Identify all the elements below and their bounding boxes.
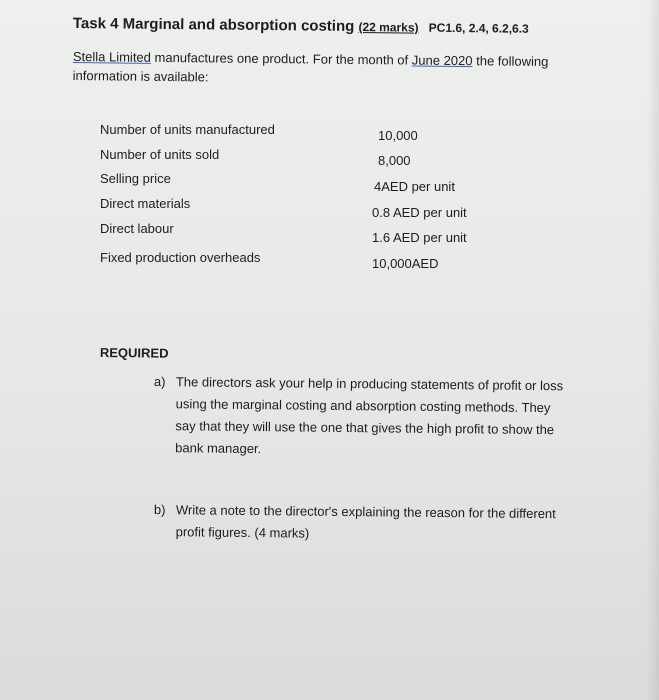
data-value: 4AED per unit: [374, 179, 455, 194]
item-line: say that they will use the one that gives the high profit to show the: [175, 418, 555, 438]
task-title-text: Task 4 Marginal and absorption costing: [72, 15, 355, 35]
task-title: [73, 15, 529, 37]
item-text: [176, 499, 556, 547]
item-line: using the marginal costing and absorption costing methods. They: [175, 396, 551, 416]
item-text: [175, 371, 563, 463]
intro-text-1: manufactures one product. For the month of: [154, 49, 409, 68]
data-value: 1.6 AED per unit: [372, 230, 467, 245]
intro-date: June 2020: [411, 52, 473, 69]
company-name: Stella Limited: [72, 48, 152, 65]
required-item-b: [153, 499, 623, 552]
data-label: Direct materials: [100, 196, 191, 211]
data-label: Number of units manufactured: [100, 122, 275, 137]
required-item-a: [153, 371, 624, 468]
data-value: 0.8 AED per unit: [372, 205, 467, 220]
data-value: 10,000AED: [372, 256, 439, 271]
item-marker: b): [153, 501, 166, 518]
data-value: 10,000: [378, 128, 418, 143]
task-marks: (22 marks): [358, 19, 419, 35]
pc-codes: PC1.6, 2.4, 6.2,6.3: [428, 20, 529, 36]
page-edge-shadow: [647, 0, 659, 700]
intro-paragraph: [73, 47, 613, 91]
item-line: Write a note to the director's explaining the reason for the different: [175, 502, 556, 522]
intro-text-2: the following information is available:: [72, 53, 549, 85]
item-line: profit figures. (4 marks): [175, 524, 310, 541]
item-line: bank manager.: [175, 440, 262, 457]
data-value: 8,000: [378, 153, 411, 168]
item-marker: a): [153, 373, 166, 390]
data-label: Fixed production overheads: [100, 250, 261, 265]
item-line: The directors ask your help in producing statements of profit or loss: [175, 374, 564, 394]
required-heading: REQUIRED: [99, 345, 169, 361]
data-label: Number of units sold: [100, 147, 220, 162]
data-label: Selling price: [100, 171, 171, 186]
data-label: Direct labour: [100, 221, 174, 236]
